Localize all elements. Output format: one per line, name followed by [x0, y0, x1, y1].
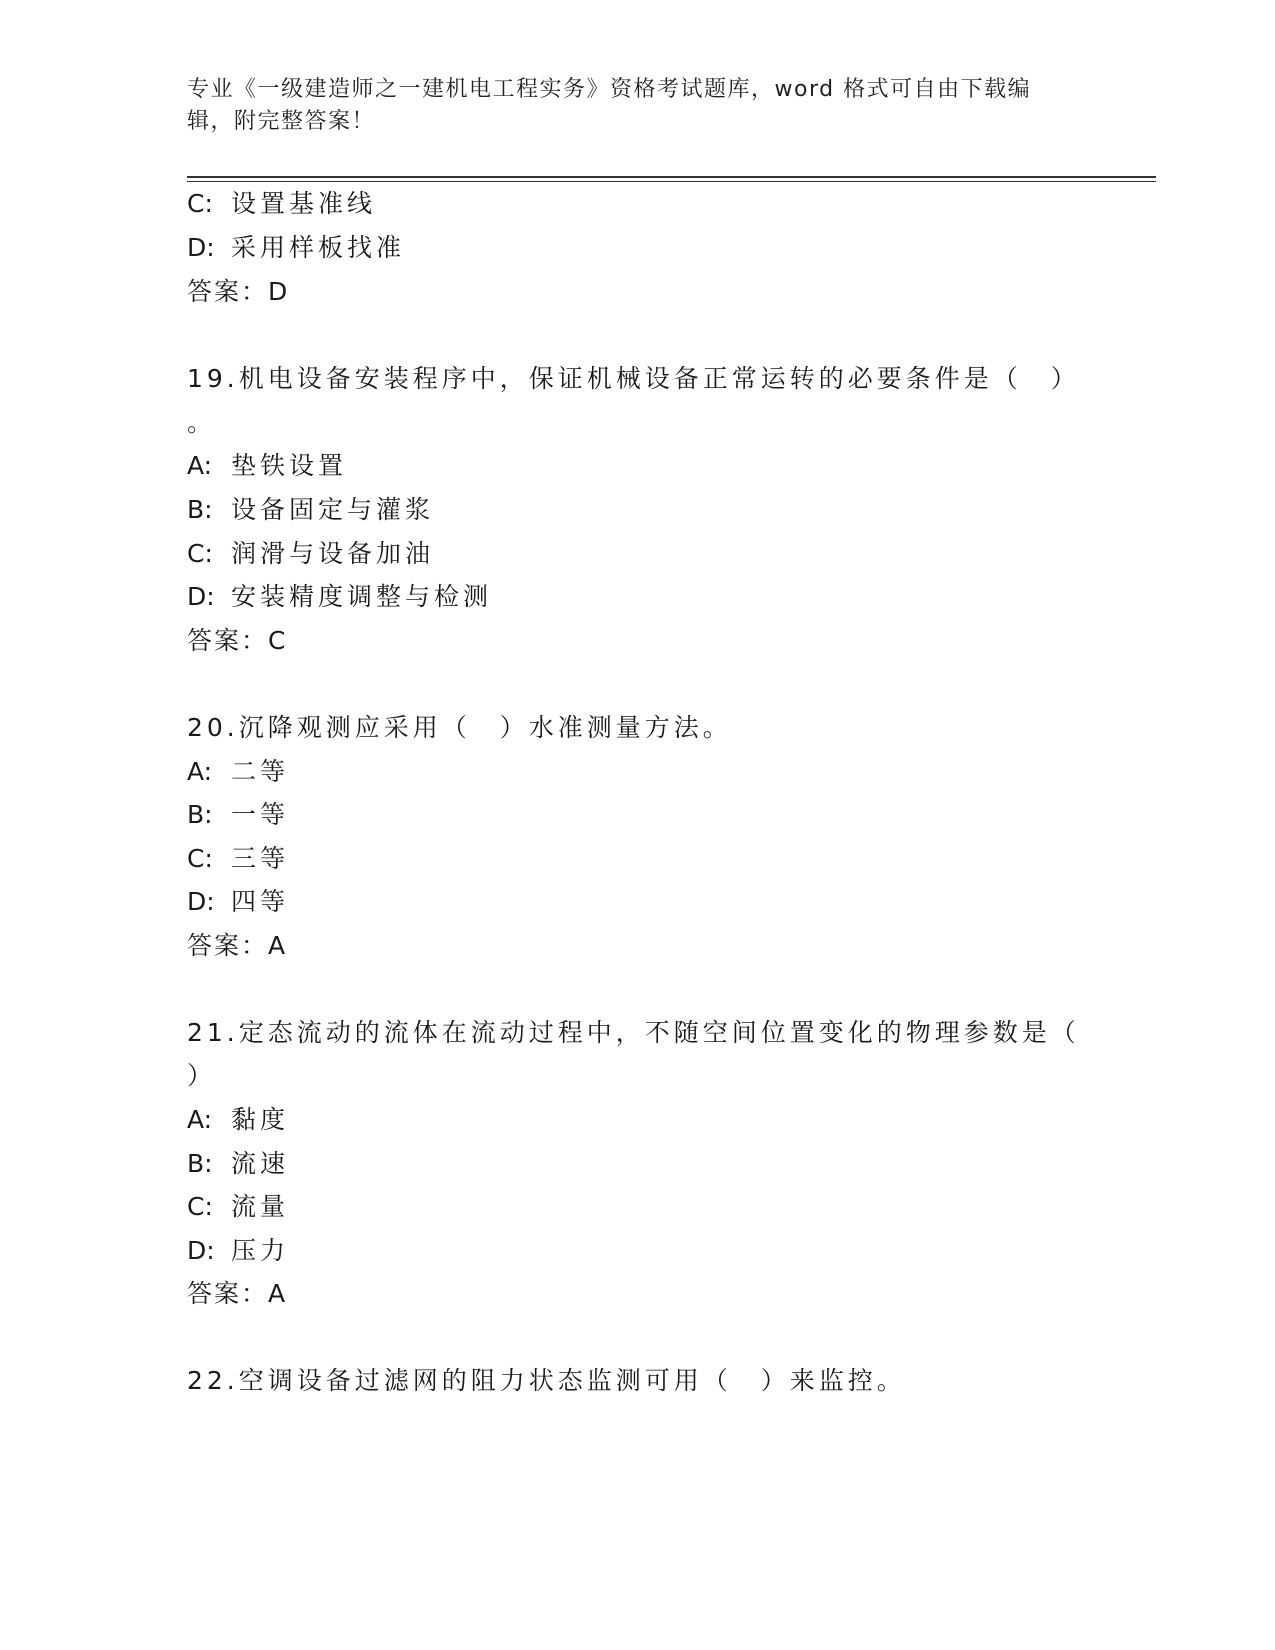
- answer-label: 答案：: [187, 1279, 269, 1308]
- header-divider-thick: [187, 176, 1156, 178]
- question-20-answer: [187, 930, 285, 962]
- option-letter: A:: [187, 1105, 213, 1134]
- option-text: 一等: [231, 800, 290, 829]
- question-20-option-b: [187, 799, 289, 831]
- answer-label: 答案：: [187, 931, 269, 960]
- option-letter: B:: [187, 800, 213, 829]
- question-19-answer: [187, 625, 285, 657]
- option-letter: D:: [187, 1236, 215, 1265]
- header-divider-thin: [187, 181, 1156, 182]
- answer-label: 答案：: [187, 626, 269, 655]
- header-line-1: 专业《一级建造师之一建机电工程实务》资格考试题库，word 格式可自由下载编: [187, 77, 1032, 102]
- question-21-stem-cont: ）: [187, 1061, 217, 1090]
- question-19-stem-cont: 。: [187, 408, 217, 437]
- question-19-option-d: [187, 581, 492, 613]
- option-text: 黏度: [231, 1105, 290, 1134]
- question-19-option-a: [187, 450, 347, 482]
- question-21-option-a: [187, 1104, 289, 1136]
- option-letter: C:: [187, 1192, 213, 1221]
- option-letter: A:: [187, 757, 213, 786]
- option-text: 流量: [231, 1192, 290, 1221]
- question-21-option-b: [187, 1148, 289, 1180]
- question-20-stem: 20.沉降观测应采用（ ）水准测量方法。: [187, 713, 732, 742]
- option-letter: D:: [187, 582, 215, 611]
- answer-value: A: [268, 1279, 286, 1308]
- option-letter: B:: [187, 1149, 213, 1178]
- prev-option-d: [187, 232, 405, 264]
- prev-answer: [187, 276, 287, 308]
- option-text: 设置基准线: [231, 189, 377, 218]
- option-text: 安装精度调整与检测: [231, 582, 493, 611]
- option-text: 二等: [231, 757, 290, 786]
- question-21-answer: [187, 1278, 285, 1310]
- option-text: 设备固定与灌浆: [231, 495, 435, 524]
- header-line-2: 辑，附完整答案！: [187, 109, 376, 134]
- question-20-option-d: [187, 886, 289, 918]
- question-20-option-a: [187, 756, 289, 788]
- option-letter: A:: [187, 451, 213, 480]
- answer-label: 答案：: [187, 277, 269, 306]
- option-letter: D:: [187, 887, 215, 916]
- option-text: 流速: [231, 1149, 290, 1178]
- option-text: 四等: [231, 887, 290, 916]
- option-letter: C:: [187, 844, 213, 873]
- option-letter: C:: [187, 189, 213, 218]
- option-text: 垫铁设置: [231, 451, 348, 480]
- question-22-stem: 22.空调设备过滤网的阻力状态监测可用（ ）来监控。: [187, 1366, 906, 1395]
- answer-value: D: [268, 277, 288, 306]
- option-letter: B:: [187, 495, 213, 524]
- question-21-option-c: [187, 1191, 289, 1223]
- question-19-option-c: [187, 538, 434, 570]
- question-20-option-c: [187, 843, 289, 875]
- question-19-option-b: [187, 494, 434, 526]
- question-21-stem: 21.定态流动的流体在流动过程中，不随空间位置变化的物理参数是（: [187, 1018, 1080, 1047]
- question-21-option-d: [187, 1235, 289, 1267]
- option-text: 三等: [231, 844, 290, 873]
- answer-value: A: [268, 931, 286, 960]
- option-letter: D:: [187, 233, 215, 262]
- option-text: 采用样板找准: [231, 233, 406, 262]
- option-text: 压力: [231, 1236, 290, 1265]
- prev-option-c: [187, 188, 376, 220]
- document-header: [187, 74, 1067, 138]
- answer-value: C: [268, 626, 286, 655]
- question-19-stem: 19.机电设备安装程序中，保证机械设备正常运转的必要条件是（ ）: [187, 364, 1080, 393]
- option-letter: C:: [187, 539, 213, 568]
- option-text: 润滑与设备加油: [231, 539, 435, 568]
